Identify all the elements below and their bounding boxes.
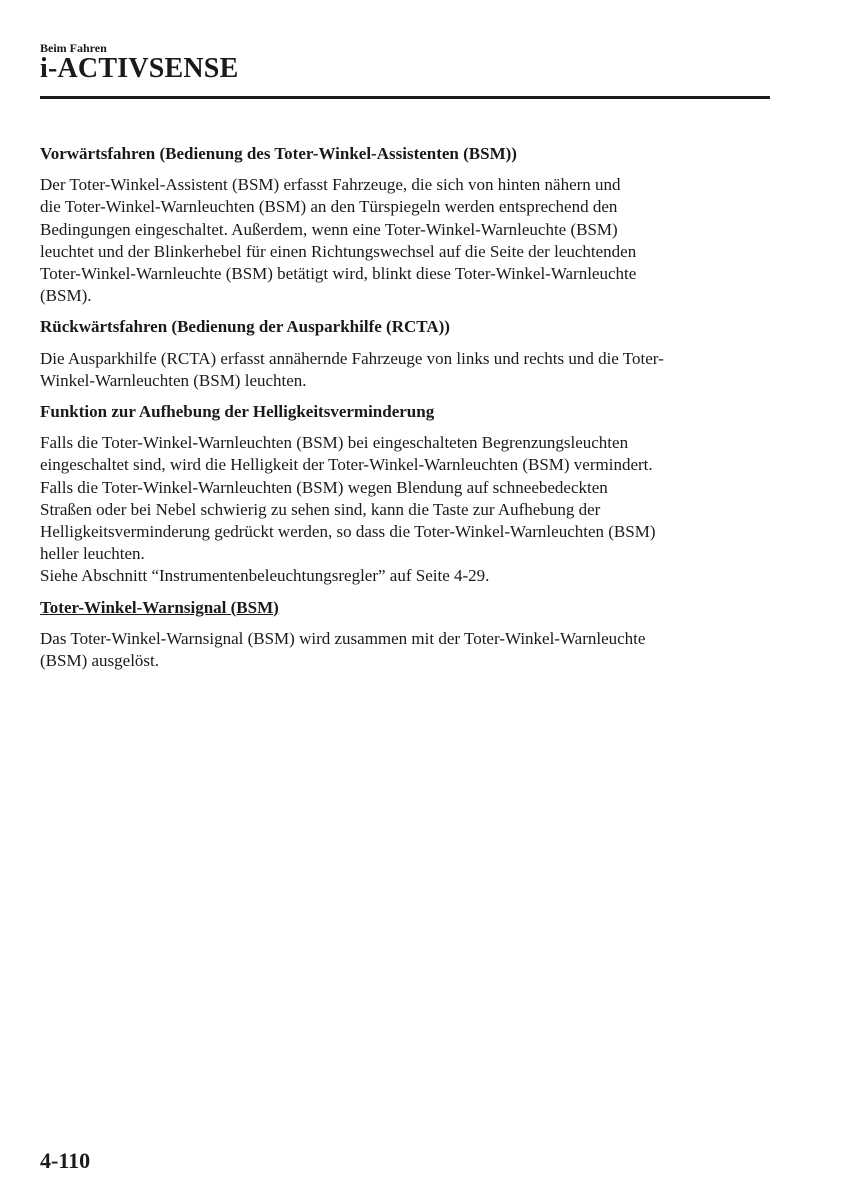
section-heading: Rückwärtsfahren (Bedienung der Ausparkhilfe (RCTA)) (40, 317, 450, 337)
body-line: die Toter-Winkel-Warnleuchten (BSM) an den Türspiegeln werden entsprechend den (40, 197, 618, 217)
page-number: 4-110 (40, 1148, 91, 1173)
body-line: heller leuchten. (40, 544, 145, 564)
main-content (40, 143, 775, 681)
section-body (40, 174, 775, 307)
section-dimmer-cancel (40, 401, 775, 588)
body-line: Toter-Winkel-Warnleuchte (BSM) betätigt wird, blinkt diese Toter-Winkel-Warnleuchte (40, 264, 637, 284)
section-body (40, 348, 775, 392)
body-line: Falls die Toter-Winkel-Warnleuchten (BSM) bei eingeschalteten Begrenzungsleuchten (40, 433, 629, 453)
section-heading: Toter-Winkel-Warnsignal (BSM) (40, 597, 279, 617)
section-body (40, 628, 775, 672)
section-heading: Vorwärtsfahren (Bedienung des Toter-Winkel-Assistenten (BSM)) (40, 144, 517, 163)
section-body (40, 432, 775, 587)
section-label: Beim Fahren (40, 41, 107, 55)
header-divider (40, 96, 770, 99)
body-line: Winkel-Warnleuchten (BSM) leuchten. (40, 370, 307, 390)
body-line: Das Toter-Winkel-Warnsignal (BSM) wird zusammen mit der Toter-Winkel-Warnleuchte (40, 628, 646, 648)
page-title: i-ACTIVSENSE (40, 53, 239, 84)
body-line: Straßen oder bei Nebel schwierig zu sehen sind, kann die Taste zur Aufhebung der (40, 499, 601, 519)
body-line: leuchtet und der Blinkerhebel für einen Richtungswechsel auf die Seite der leuchtenden (40, 241, 637, 261)
body-line: (BSM) ausgelöst. (40, 651, 159, 671)
body-line: Bedingungen eingeschaltet. Außerdem, wenn eine Toter-Winkel-Warnleuchte (BSM) (40, 219, 618, 239)
section-heading: Funktion zur Aufhebung der Helligkeitsverminderung (40, 402, 435, 422)
body-line: Siehe Abschnitt “Instrumentenbeleuchtungsregler” auf Seite 4-29. (40, 566, 490, 586)
section-warning-signal (40, 597, 775, 673)
body-line: (BSM). (40, 286, 92, 306)
body-line: Helligkeitsverminderung gedrückt werden, so dass die Toter-Winkel-Warnleuchten (BSM) (40, 522, 656, 542)
section-forward-driving (40, 143, 775, 307)
section-reverse-driving (40, 316, 775, 392)
body-line: Die Ausparkhilfe (RCTA) erfasst annähernde Fahrzeuge von links und rechts und die Toter- (40, 348, 664, 368)
body-line: Der Toter-Winkel-Assistent (BSM) erfasst Fahrzeuge, die sich von hinten nähern und (40, 175, 621, 195)
body-line: Falls die Toter-Winkel-Warnleuchten (BSM) wegen Blendung auf schneebedeckten (40, 477, 608, 497)
body-line: eingeschaltet sind, wird die Helligkeit der Toter-Winkel-Warnleuchten (BSM) vermindert. (40, 455, 653, 475)
